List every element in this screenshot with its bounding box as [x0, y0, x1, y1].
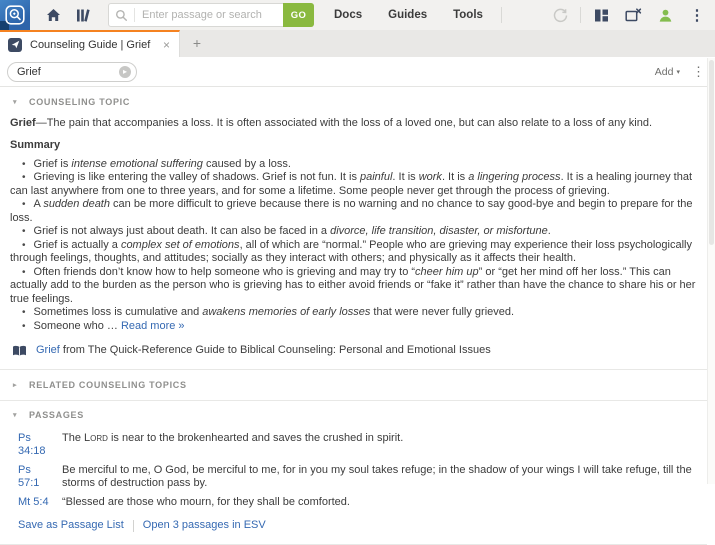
collapse-triangle-icon: ▾ — [13, 412, 18, 419]
summary-bullet: • A sudden death can be more difficult to grieve because there is no warning and no chance to say good-bye and begin to prepare for the loss. — [10, 198, 693, 224]
passage-ref-link[interactable]: Ps 34:18 — [18, 431, 46, 457]
menu-docs[interactable]: Docs — [334, 9, 363, 21]
global-search-input[interactable] — [135, 9, 283, 21]
bullet-icon: • — [22, 307, 26, 318]
bullet-icon: • — [22, 266, 26, 278]
section-passages[interactable] — [10, 401, 697, 427]
close-all-panels-button[interactable] — [621, 0, 645, 30]
passage-text: “Blessed are those who mourn, for they shall be comforted. — [62, 495, 350, 508]
summary-bullet: • Grieving is like entering the valley of shadows. Grief is not fun. It is painful. It is work. It is a lingering process. It is a healing journey that can last anywhere from one to three years, and for some a lifetime. Some people never get through the process of grieving. — [10, 171, 693, 197]
chevron-down-icon: ▾ — [676, 68, 680, 76]
global-search-box[interactable] — [108, 3, 314, 27]
kebab-icon: ⋮ — [689, 6, 705, 24]
guide-query-input[interactable] — [17, 66, 119, 78]
collapsed-triangle-icon: ▸ — [13, 381, 18, 389]
main-menu — [334, 9, 483, 21]
summary-bullet: • Sometimes loss is cumulative and awakens memories of early losses that were never fully grieved. — [22, 306, 515, 318]
passage-ref-link[interactable]: Ps 57:1 — [18, 463, 40, 489]
passage-row — [10, 496, 697, 510]
tab-bar — [0, 30, 715, 57]
vertical-scrollbar[interactable] — [707, 58, 715, 484]
passages-list — [10, 432, 697, 510]
passage-text: The Lord is near to the brokenhearted and saves the crushed in spirit. — [62, 431, 404, 444]
bullet-icon: • — [22, 158, 26, 170]
save-as-passage-list-link[interactable]: Save as Passage List — [18, 519, 124, 531]
collapse-triangle-icon: ▾ — [13, 99, 18, 106]
counseling-guide-icon — [8, 38, 22, 52]
section-counseling-topic[interactable] — [10, 88, 697, 114]
close-tab-icon[interactable]: × — [162, 37, 170, 52]
top-toolbar — [0, 0, 715, 30]
open-passages-esv-link[interactable]: Open 3 passages in ESV — [142, 519, 266, 531]
new-tab-button[interactable]: + — [192, 35, 202, 51]
add-label: Add — [654, 65, 674, 78]
menu-tools[interactable]: Tools — [453, 9, 483, 21]
summary-bullet: • Someone who … Read more » — [22, 319, 185, 332]
icons-divider — [580, 7, 581, 23]
passage-actions — [18, 519, 697, 533]
bullet-icon: • — [22, 199, 26, 210]
bullet-icon: • — [22, 320, 26, 332]
summary-bullet-list — [10, 158, 697, 334]
menu-guides[interactable]: Guides — [388, 9, 428, 21]
bullet-icon: • — [22, 239, 26, 251]
home-icon — [46, 8, 61, 22]
library-books-icon — [75, 8, 92, 23]
run-guide-icon[interactable]: ▸ — [119, 66, 131, 78]
summary-heading: Summary — [10, 139, 61, 151]
source-citation — [12, 344, 697, 358]
tab-title: Counseling Guide | Grief — [30, 38, 151, 51]
guide-panel-toolbar — [0, 57, 715, 87]
summary-bullet: • Grief is actually a complex set of emotions, all of which are “normal.” People who are grieving may experience their loss psychologically through feelings, thoughts, and attitudes; socially as they interact with others; and physically as it affects their health. — [10, 238, 692, 264]
passage-ref-link[interactable]: Mt 5:4 — [18, 495, 49, 508]
layouts-icon — [594, 9, 609, 22]
search-icon — [109, 9, 134, 22]
topic-definition: Grief—The pain that accompanies a loss. It is often associated with the loss of a loved one, but can also relate to a loss of any kind. — [10, 116, 653, 129]
citation-text: Grief from The Quick-Reference Guide to Biblical Counseling: Personal and Emotional Issues — [36, 344, 491, 356]
logos-app-logo[interactable] — [0, 0, 30, 30]
close-all-icon — [625, 8, 642, 22]
guide-query-box[interactable] — [7, 62, 137, 82]
summary-bullet: • Grief is intense emotional suffering caused by a loss. — [22, 157, 291, 170]
inline-link[interactable]: Read more » — [120, 319, 185, 332]
actions-divider — [133, 520, 134, 532]
guide-content — [0, 88, 707, 531]
summary-bullet: • Grief is not always just about death. It can also be faced in a divorce, life transition, disaster, or misfortune. — [22, 225, 551, 237]
sync-button[interactable] — [548, 0, 572, 30]
inline-link[interactable]: Grief — [36, 344, 60, 356]
menu-divider — [501, 7, 502, 23]
book-icon — [12, 345, 27, 357]
sync-icon — [552, 7, 569, 24]
app-menu-button[interactable] — [685, 0, 709, 30]
tab-counseling-guide[interactable] — [0, 30, 180, 57]
section-header-label: COUNSELING TOPIC — [29, 97, 131, 107]
passage-text: Be merciful to me, O God, be merciful to me, for in you my soul takes refuge; in the shadow of your wings I will take refuge, till the storms of destruction pass by. — [62, 463, 692, 489]
user-icon — [658, 8, 673, 23]
account-button[interactable] — [653, 0, 677, 30]
layouts-button[interactable] — [589, 0, 613, 30]
scrollbar-thumb[interactable] — [709, 60, 714, 245]
section-related-topics[interactable] — [10, 370, 697, 401]
passage-row — [10, 464, 697, 491]
bullet-icon: • — [22, 172, 26, 183]
library-button[interactable] — [70, 0, 96, 30]
section-header-label: RELATED COUNSELING TOPICS — [29, 379, 187, 390]
logos-magnifier-icon — [5, 5, 25, 25]
summary-bullet: • Often friends don’t know how to help someone who is grieving and may try to “cheer him up” or “get her mind off her loss.” This can actually add to the burden as the person who is grieving has to either avoid friends or “fake it” rather than have the chance to share his or her true feelings. — [10, 265, 696, 305]
home-button[interactable] — [40, 0, 66, 30]
section-divider — [0, 544, 707, 545]
panel-menu-icon[interactable]: ⋮ — [692, 63, 705, 79]
passage-row — [10, 432, 697, 459]
add-section-button[interactable] — [655, 66, 680, 78]
section-header-label: PASSAGES — [29, 410, 84, 420]
go-button[interactable]: GO — [283, 3, 314, 27]
bullet-icon: • — [22, 226, 26, 237]
